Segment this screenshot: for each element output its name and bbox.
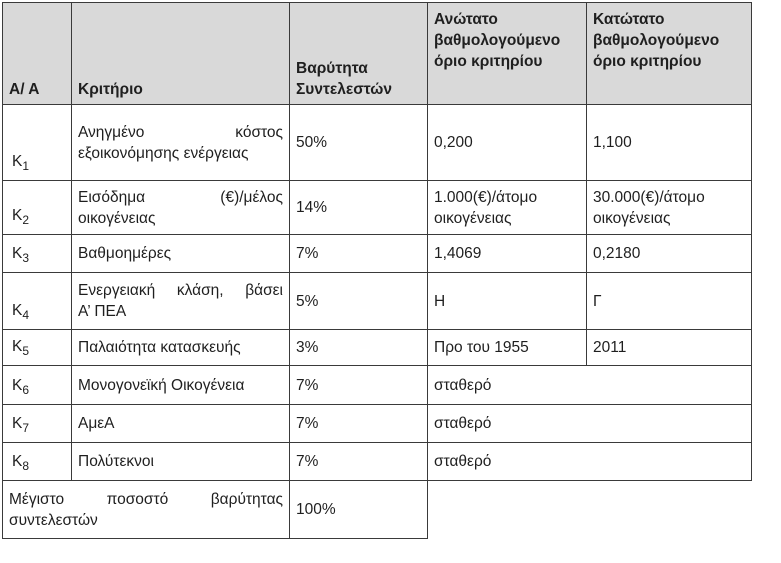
- weight-cell: 7%: [290, 443, 428, 481]
- row-id: $K_1$: [3, 105, 72, 181]
- criterion-cell: Πολύτεκνοι: [72, 443, 290, 481]
- row-id: $K_5$: [3, 330, 72, 366]
- header-weight: Βαρύτητα Συντελεστών: [290, 3, 428, 105]
- weight-cell: 5%: [290, 273, 428, 330]
- header-row: [3, 3, 752, 105]
- table-row: [3, 235, 752, 273]
- lower-limit-cell: 1,100: [587, 105, 752, 181]
- criterion-cell: Μονογονεϊκή Οικογένεια: [72, 366, 290, 405]
- upper-limit-cell: 1,4069: [428, 235, 587, 273]
- table-row: [3, 330, 752, 366]
- criterion-cell: Βαθμοημέρες: [72, 235, 290, 273]
- row-id: $K_6$: [3, 366, 72, 405]
- lower-limit-cell: 2011: [587, 330, 752, 366]
- table-row: [3, 181, 752, 235]
- fixed-value-cell: σταθερό: [428, 366, 752, 405]
- table-row: [3, 366, 752, 405]
- weight-cell: 50%: [290, 105, 428, 181]
- weight-cell: 7%: [290, 235, 428, 273]
- table-row: [3, 443, 752, 481]
- criterion-cell: Ενεργειακή κλάση, βάσει Α’ ΠΕΑ: [72, 273, 290, 330]
- row-id: $K_4$: [3, 273, 72, 330]
- criterion-cell: ΑμεΑ: [72, 405, 290, 443]
- header-aa: Α/ Α: [3, 3, 72, 105]
- row-id: $K_2$: [3, 181, 72, 235]
- weight-cell: 14%: [290, 181, 428, 235]
- lower-limit-cell: Γ: [587, 273, 752, 330]
- total-row: [3, 481, 752, 539]
- upper-limit-cell: Προ του 1955: [428, 330, 587, 366]
- lower-limit-cell: 0,2180: [587, 235, 752, 273]
- row-id: $K_7$: [3, 405, 72, 443]
- row-id: $K_8$: [3, 443, 72, 481]
- total-value: 100%: [290, 481, 428, 539]
- upper-limit-cell: 1.000(€)/άτομο οικογένειας: [428, 181, 587, 235]
- header-upper-limit: Ανώτατο βαθμολογούμενο όριο κριτηρίου: [428, 3, 587, 105]
- header-lower-limit: Κατώτατο βαθμολογούμενο όριο κριτηρίου: [587, 3, 752, 105]
- weight-cell: 7%: [290, 366, 428, 405]
- criterion-cell: Εισόδημα (€)/μέλος οικογένειας: [72, 181, 290, 235]
- weight-cell: 3%: [290, 330, 428, 366]
- fixed-value-cell: σταθερό: [428, 443, 752, 481]
- weight-cell: 7%: [290, 405, 428, 443]
- total-label: Μέγιστο ποσοστό βαρύτητας συντελεστών: [3, 481, 290, 539]
- row-id: $K_3$: [3, 235, 72, 273]
- table-row: [3, 105, 752, 181]
- criteria-table: [2, 2, 752, 539]
- criterion-cell: Ανηγμένο κόστος εξοικονόμησης ενέργειας: [72, 105, 290, 181]
- header-criterion: Κριτήριο: [72, 3, 290, 105]
- fixed-value-cell: σταθερό: [428, 405, 752, 443]
- lower-limit-cell: 30.000(€)/άτομο οικογένειας: [587, 181, 752, 235]
- criterion-cell: Παλαιότητα κατασκευής: [72, 330, 290, 366]
- upper-limit-cell: Η: [428, 273, 587, 330]
- table-row: [3, 405, 752, 443]
- upper-limit-cell: 0,200: [428, 105, 587, 181]
- table-row: [3, 273, 752, 330]
- empty-cell: [428, 481, 752, 539]
